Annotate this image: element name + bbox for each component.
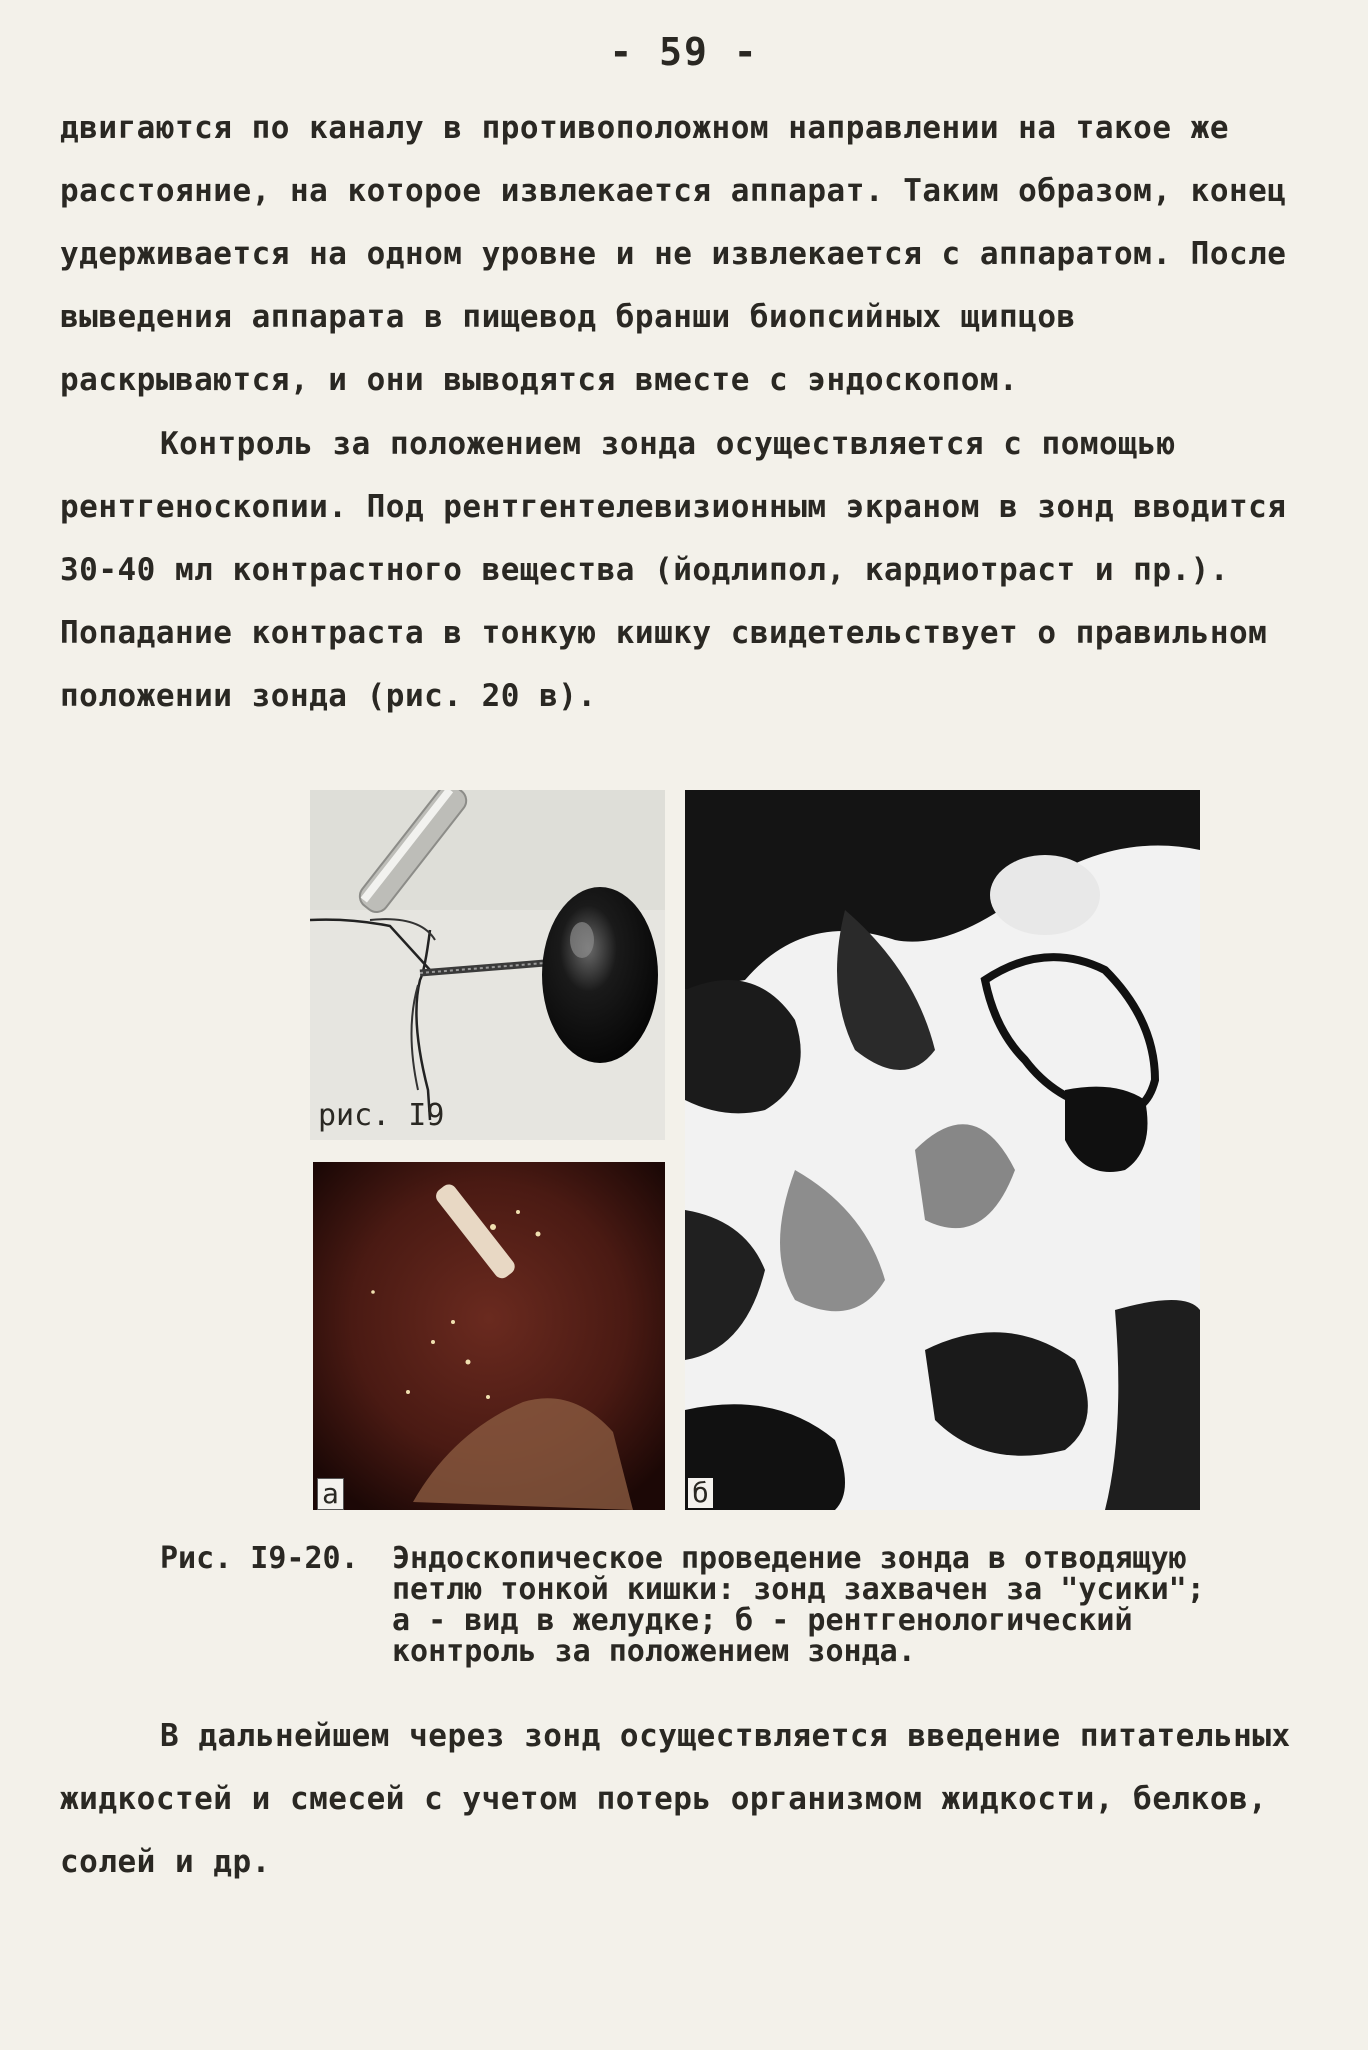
paragraph-3: В дальнейшем через зонд осуществляется введение питательных жидкостей и смесей с учетом потерь организмом жидкости, белков, солей и др. [60,1718,1291,1880]
caption-line: петлю тонкой кишки: зонд захвачен за "усики"; [392,1572,1205,1607]
xray-contrast-image [685,790,1200,1510]
paragraph-2: Контроль за положением зонда осуществляется с помощью рентгеноскопии. Под рентгентелевизионным экраном в зонд вводится 30-40 мл контрастного вещества (йодлипол, кардиотраст и пр.). Попадание контраста в тонкую кишку свидетельствует о правильном положении зонда (рис. 20 в). [60,426,1287,714]
caption-line: Эндоскопическое проведение зонда в отводящую [392,1541,1187,1576]
caption-line: а - вид в желудке; б - рентгенологический [392,1603,1133,1638]
figure-label-ris19: рис. I9 [318,1098,445,1133]
caption-body [392,1543,1252,1667]
caption-line: контроль за положением зонда. [392,1634,916,1669]
figure-label-b: б [688,1478,713,1508]
xray-drawing [685,790,1200,1510]
figure-label-a: а [317,1478,344,1510]
probe-photo-drawing [310,790,665,1140]
caption-head: Рис. I9-20. [160,1541,359,1576]
figure-19-20 [310,790,1200,1510]
paragraph-1: двигаются по каналу в противоположном направлении на такое же расстояние, на которое извлекается аппарат. Таким образом, конец удерживается на одном уровне и не извлекается с аппаратом. После выведения аппарата в пищевод бранши биопсийных щипцов раскрываются, и они выводятся вместе с эндоскопом. [60,110,1287,398]
endoscopic-view-drawing [313,1162,665,1510]
photo-probe-forceps [310,790,665,1140]
photo-endoscopic-view [313,1162,665,1510]
page-number: - 59 - [609,30,759,74]
